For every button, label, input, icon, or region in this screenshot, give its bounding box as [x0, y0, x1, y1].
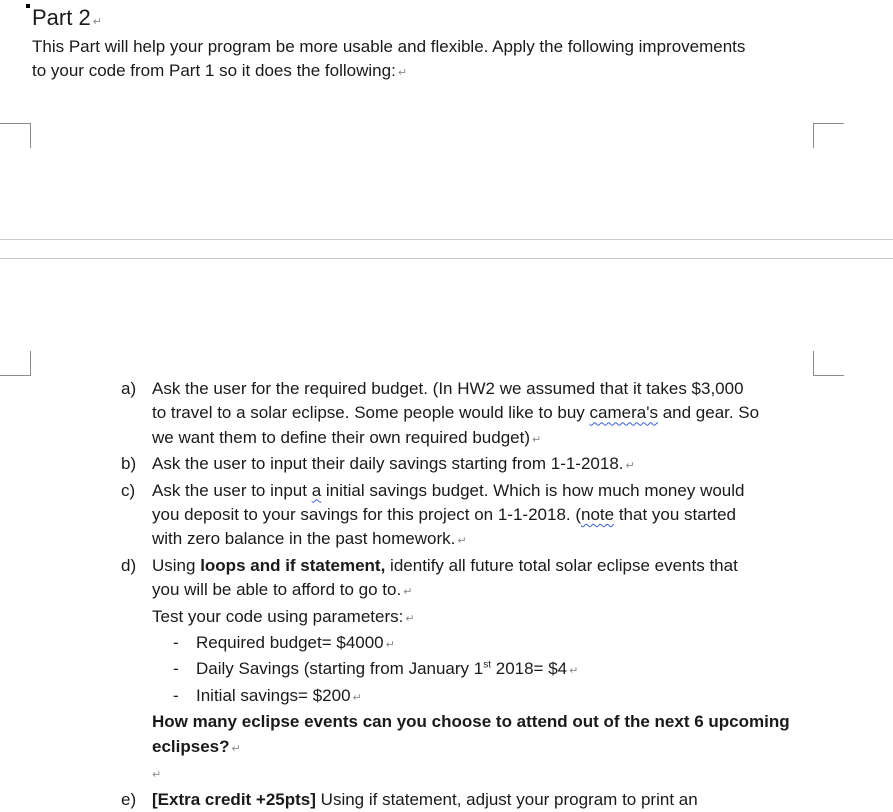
crop-mark-top-left: [0, 123, 31, 148]
list-label: b): [121, 454, 137, 474]
spelling-flag[interactable]: camera's: [589, 403, 658, 423]
intro-paragraph: [32, 35, 852, 85]
list-item-c: c) Ask the user to input a initial savings budget. Which is how much money would you deposit to your savings for this project on 1-1-2018. (note that you started with zero balance in the past homework. ↵: [121, 480, 745, 549]
paragraph-mark: ↵: [92, 16, 102, 28]
empty-paragraph-mark: ↵: [152, 769, 162, 782]
intro-line: to your code from Part 1 so it does the following: ↵: [32, 61, 408, 80]
param-item: - Initial savings= $200 ↵: [173, 685, 362, 705]
heading-text: Part 2: [32, 5, 91, 30]
list-item-d: d) Using loops and if statement, identify all future total solar eclipse events that you will be able to afford to go to. ↵ Test your code using parameters: ↵: [121, 555, 738, 626]
paragraph-mark: ↵: [457, 535, 467, 548]
list-item-b: b) Ask the user to input their daily savings starting from 1-1-2018. ↵: [121, 452, 831, 478]
paragraph-mark: ↵: [625, 460, 635, 473]
paragraph-mark: ↵: [385, 639, 395, 652]
paragraph-mark: ↵: [231, 742, 241, 755]
param-item: - Required budget= $4000 ↵: [173, 633, 395, 653]
paragraph-mark: ↵: [569, 665, 579, 678]
list-item-a: a) Ask the user for the required budget. (In HW2 we assumed that it takes $3,000 to travel to a solar eclipse. Some people would like to buy camera's and gear. So we want them to define their own required budget) ↵: [121, 379, 760, 447]
formatting-marker: [26, 4, 30, 8]
list-label: d): [121, 555, 137, 575]
param-item: - Daily Savings (starting from January 1st 2018= $4 ↵: [173, 659, 579, 679]
requirements-list: [121, 377, 831, 812]
crop-mark-bottom-left: [0, 351, 31, 376]
list-label: a): [121, 379, 137, 398]
grammar-flag[interactable]: a: [311, 480, 322, 500]
paragraph-mark: ↵: [397, 67, 408, 79]
paragraph-mark: ↵: [532, 433, 542, 446]
paragraph-mark: ↵: [352, 691, 362, 704]
paragraph-mark: ↵: [403, 586, 413, 599]
paragraph-mark: ↵: [405, 612, 415, 625]
list-label: e): [121, 789, 137, 809]
crop-mark-top-right: [813, 123, 844, 148]
crop-mark-bottom-right: [813, 351, 844, 376]
list-item-e: e) [Extra credit +25pts] Using if statement, adjust your program to print an: [121, 788, 831, 812]
question-text: How many eclipse events can you choose to attend out of the next 6 upcoming eclipses? ↵ ↵: [152, 712, 790, 782]
test-intro: Test your code using parameters:: [152, 606, 404, 626]
intro-line: This Part will help your program be more usable and flexible. Apply the following improvements: [32, 37, 746, 56]
page-break-gap: [0, 239, 893, 259]
page-heading: [32, 5, 102, 35]
grammar-flag[interactable]: note: [581, 505, 615, 525]
list-label: c): [121, 480, 136, 500]
